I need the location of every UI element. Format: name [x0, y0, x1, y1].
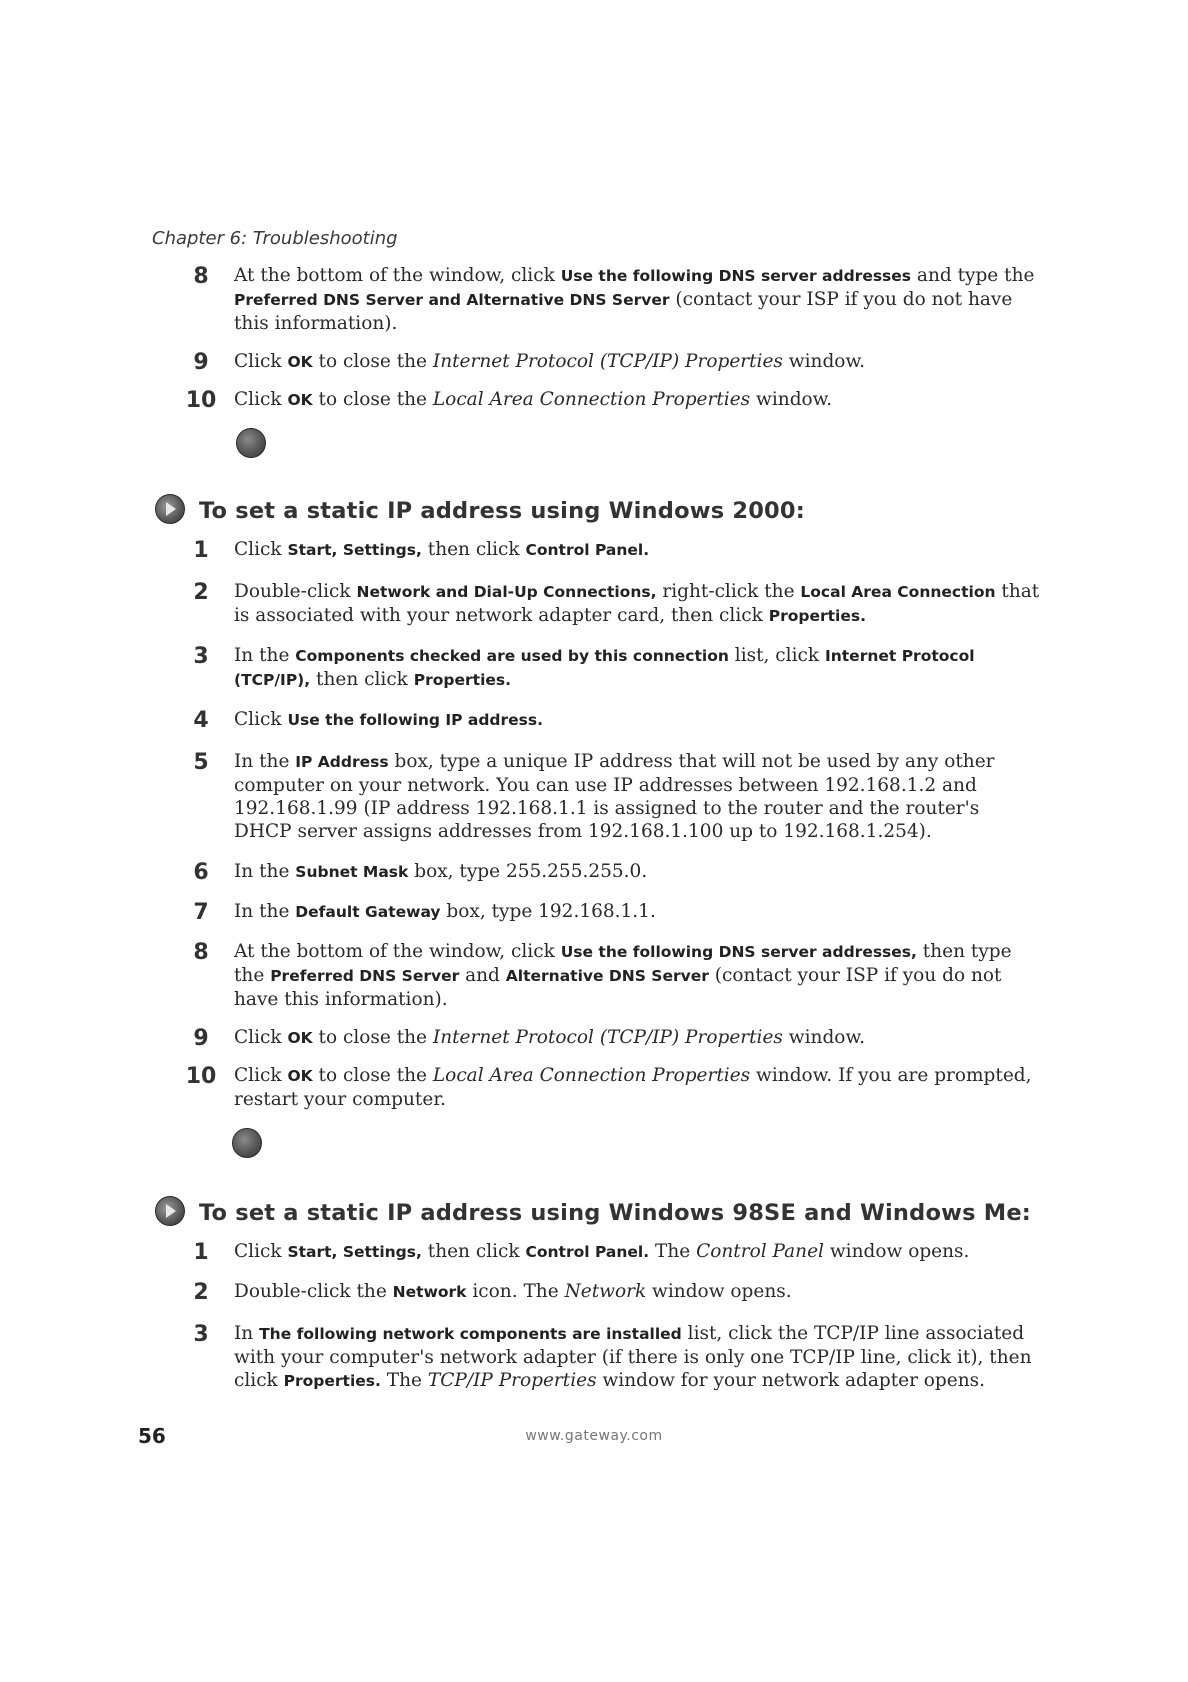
step-text: Click OK to close the Internet Protocol (TCP/IP) Properties window.	[234, 351, 865, 372]
step-number: 10	[185, 1064, 217, 1089]
page-number: 56	[138, 1424, 166, 1448]
step-item	[180, 1026, 1040, 1050]
section-end-icon	[236, 428, 266, 458]
section-heading: To set a static IP address using Windows 2000:	[155, 494, 805, 524]
step-text: Click Start, Settings, then click Control Panel. The Control Panel window opens.	[234, 1241, 970, 1262]
step-text: At the bottom of the window, click Use the following DNS server addresses and type the Preferred DNS Server and Alternative DNS Server (contact your ISP if you do not have this information).	[234, 265, 1035, 334]
step-item	[180, 350, 1040, 374]
step-number: 9	[193, 1026, 209, 1051]
step-item	[180, 750, 1040, 843]
step-number: 5	[193, 750, 209, 775]
step-number: 3	[193, 644, 209, 669]
step-number: 2	[193, 1280, 209, 1305]
step-number: 8	[193, 940, 209, 965]
step-item	[180, 644, 1040, 692]
step-number: 7	[193, 900, 209, 925]
step-text: Double-click the Network icon. The Network window opens.	[234, 1281, 792, 1302]
step-text: Click OK to close the Internet Protocol (TCP/IP) Properties window.	[234, 1027, 865, 1048]
step-text: In the Subnet Mask box, type 255.255.255.0.	[234, 861, 648, 882]
step-item	[180, 580, 1040, 628]
step-number: 2	[193, 580, 209, 605]
step-text: In the Components checked are used by this connection list, click Internet Protocol (TCP/IP), then click Properties.	[234, 645, 975, 690]
step-number: 9	[193, 350, 209, 375]
step-number: 1	[193, 1240, 209, 1265]
step-text: At the bottom of the window, click Use the following DNS server addresses, then type the Preferred DNS Server and Alternative DNS Server (contact your ISP if you do not have this information).	[234, 941, 1012, 1010]
step-item	[180, 900, 1040, 924]
step-number: 6	[193, 860, 209, 885]
step-text: Double-click Network and Dial-Up Connections, right-click the Local Area Connection that is associated with your network adapter card, then click Properties.	[234, 581, 1040, 626]
step-text: In the IP Address box, type a unique IP address that will not be used by any other computer on your network. You can use IP addresses between 192.168.1.2 and 192.168.1.99 (IP address 192.168.1.1 is assigned to the router and the router's DHCP server assigns addresses from 192.168.1.100 up to 192.168.1.254).	[234, 751, 995, 842]
step-number: 8	[193, 264, 209, 289]
step-text: Click OK to close the Local Area Connection Properties window.	[234, 389, 833, 410]
step-text: In The following network components are installed list, click the TCP/IP line associated with your computer's network adapter (if there is only one TCP/IP line, click it), then click Properties. The TCP/IP Properties window for your network adapter opens.	[234, 1323, 1032, 1391]
step-item	[180, 860, 1040, 884]
section-heading: To set a static IP address using Windows 98SE and Windows Me:	[155, 1196, 1031, 1226]
arrow-bullet-icon	[155, 494, 185, 524]
step-item	[180, 538, 1040, 562]
step-item	[180, 388, 1040, 412]
step-number: 4	[193, 708, 209, 733]
step-text: Click OK to close the Local Area Connection Properties window. If you are prompted, restart your computer.	[234, 1065, 1032, 1110]
step-text: Click Start, Settings, then click Control Panel.	[234, 539, 650, 560]
step-item	[180, 940, 1040, 1011]
footer-url: www.gateway.com	[525, 1428, 663, 1444]
step-item	[180, 1240, 1040, 1264]
step-item	[180, 708, 1040, 732]
step-item	[180, 1280, 1040, 1304]
step-number: 1	[193, 538, 209, 563]
step-text: In the Default Gateway box, type 192.168.1.1.	[234, 901, 656, 922]
step-item	[180, 1064, 1040, 1111]
step-text: Click Use the following IP address.	[234, 709, 544, 730]
section-end-icon	[232, 1128, 262, 1158]
step-number: 3	[193, 1322, 209, 1347]
step-item	[180, 1322, 1040, 1393]
step-item	[180, 264, 1040, 335]
chapter-header: Chapter 6: Troubleshooting	[152, 228, 398, 249]
step-number: 10	[185, 388, 217, 413]
arrow-bullet-icon	[155, 1196, 185, 1226]
